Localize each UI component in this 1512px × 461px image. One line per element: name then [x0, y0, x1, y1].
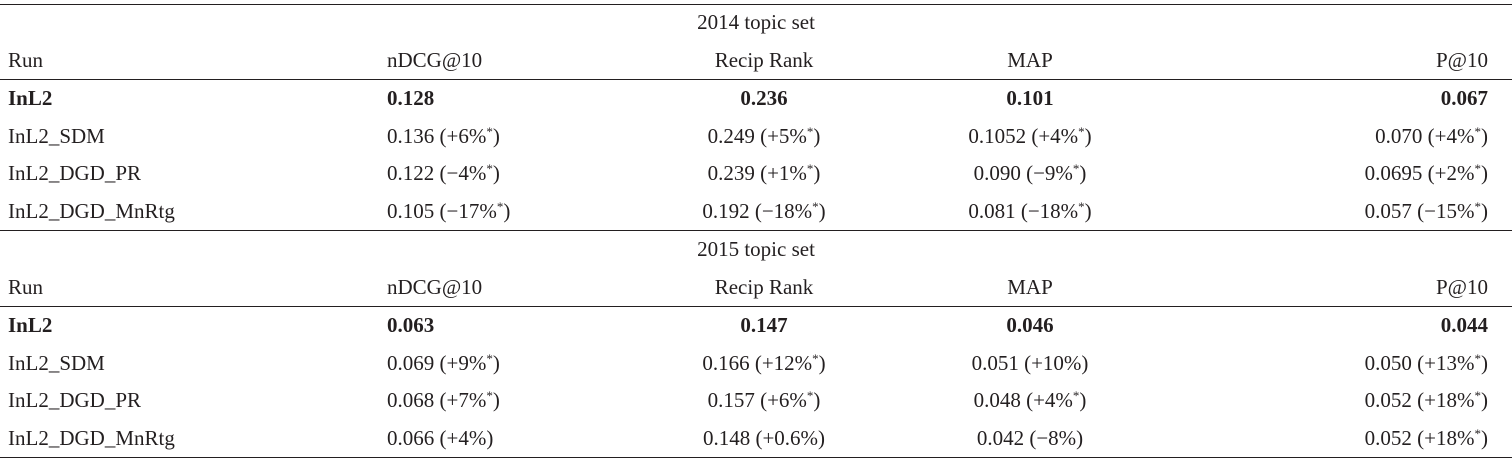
topic-set-title: 2015 topic set: [0, 231, 1512, 269]
cell-map: [880, 193, 1180, 231]
cell-ndcg10: 0.128: [387, 86, 435, 111]
cell-ndcg10: [240, 118, 648, 156]
table-row: [0, 345, 1512, 383]
significance-marker: *: [806, 123, 814, 139]
significance-marker: *: [812, 198, 819, 214]
cell-map: [880, 345, 1180, 383]
cell-close-paren: ): [492, 161, 500, 186]
significance-marker: *: [1474, 161, 1482, 177]
significance-marker: *: [486, 161, 493, 177]
cell-close-paren: ): [492, 388, 500, 413]
cell-recip-rank: 0.236: [740, 86, 788, 111]
significance-marker: *: [1474, 350, 1482, 366]
cell-map: 0.046: [1006, 313, 1054, 338]
cell-close-paren: ): [1079, 388, 1087, 413]
cell-p10: [1180, 345, 1512, 383]
cell-ndcg10: [240, 382, 648, 420]
significance-marker: *: [1072, 161, 1080, 177]
cell-ndcg10: [240, 345, 648, 383]
run-name: InL2_DGD_MnRtg: [0, 420, 240, 458]
significance-marker: *: [486, 123, 493, 139]
table-row: [0, 193, 1512, 231]
cell-close-paren: ): [1481, 161, 1489, 186]
cell-ndcg10: [240, 193, 648, 231]
significance-marker: *: [806, 161, 814, 177]
cell-close-paren: ): [492, 123, 500, 148]
cell-close-paren: ): [818, 350, 826, 375]
cell-map: 0.101: [1006, 86, 1054, 111]
cell-value: 0.069 (+9%: [387, 350, 487, 375]
significance-marker: *: [806, 388, 814, 404]
cell-value: 0.068 (+7%: [387, 388, 487, 413]
topic-set-title-row: [0, 231, 1512, 269]
table-row: [0, 118, 1512, 156]
cell-close-paren: ): [1481, 123, 1489, 148]
cell-ndcg10: [240, 155, 648, 193]
cell-value: 0.090 (−9%: [973, 161, 1073, 186]
cell-close-paren: ): [813, 123, 821, 148]
cell-map: [880, 155, 1180, 193]
significance-marker: *: [1072, 388, 1080, 404]
significance-marker: *: [486, 350, 493, 366]
column-header-recip-rank: Recip Rank: [648, 42, 880, 80]
baseline-row: [0, 307, 1512, 345]
cell-value: 0.1052 (+4%: [968, 123, 1079, 148]
cell-value: 0.105 (−17%: [387, 198, 497, 223]
topic-set-title: 2014 topic set: [697, 10, 815, 35]
significance-marker: *: [1474, 388, 1482, 404]
cell-value: 0.192 (−18%: [702, 198, 813, 223]
column-header-run: Run: [0, 42, 240, 80]
cell-close-paren: ): [492, 350, 500, 375]
cell-value: 0.148 (+0.6%): [702, 425, 826, 450]
column-header-map: MAP: [880, 269, 1180, 307]
run-name: InL2: [8, 313, 53, 338]
cell-close-paren: ): [1079, 161, 1087, 186]
results-table-body: [0, 4, 1512, 458]
cell-ndcg10: [240, 420, 648, 458]
cell-close-paren: ): [503, 198, 511, 223]
cell-p10: 0.067: [1440, 86, 1489, 111]
significance-marker: *: [1474, 123, 1482, 139]
significance-marker: *: [1078, 123, 1085, 139]
cell-value: 0.051 (+10%): [971, 350, 1089, 375]
cell-value: 0.157 (+6%: [707, 388, 807, 413]
results-table: [0, 4, 1512, 458]
cell-recip-rank: [648, 382, 880, 420]
cell-value: 0.057 (−15%: [1364, 198, 1475, 223]
column-header-p10: P@10: [1180, 269, 1512, 307]
column-header-p10: P@10: [1180, 42, 1512, 80]
column-header-row: [0, 42, 1512, 80]
cell-value: 0.070 (+4%: [1375, 123, 1475, 148]
significance-marker: *: [1474, 425, 1482, 441]
cell-value: 0.052 (+18%: [1364, 388, 1475, 413]
cell-value: 0.052 (+18%: [1364, 425, 1475, 450]
cell-value: 0.166 (+12%: [702, 350, 813, 375]
cell-p10: [1180, 193, 1512, 231]
cell-value: 0.048 (+4%: [973, 388, 1073, 413]
cell-close-paren: ): [813, 388, 821, 413]
significance-marker: *: [486, 388, 493, 404]
run-name: InL2_SDM: [8, 350, 105, 375]
table-row: [0, 155, 1512, 193]
table-row: [0, 420, 1512, 458]
cell-close-paren: ): [813, 161, 821, 186]
cell-value: 0.042 (−8%): [976, 425, 1084, 450]
baseline-row: [0, 80, 1512, 118]
column-header-ndcg10: nDCG@10: [240, 269, 648, 307]
significance-marker: *: [812, 350, 819, 366]
cell-map: [880, 420, 1180, 458]
cell-value: 0.066 (+4%): [387, 425, 494, 450]
cell-recip-rank: [648, 193, 880, 231]
run-name: InL2_DGD_MnRtg: [8, 198, 175, 223]
cell-close-paren: ): [1481, 198, 1489, 223]
cell-p10: [1180, 118, 1512, 156]
cell-p10: 0.044: [1440, 313, 1489, 338]
cell-close-paren: ): [1481, 425, 1489, 450]
cell-p10: [1180, 155, 1512, 193]
run-name: InL2_SDM: [8, 123, 105, 148]
column-header-map: MAP: [880, 42, 1180, 80]
cell-close-paren: ): [818, 198, 826, 223]
table-row: [0, 382, 1512, 420]
cell-value: 0.249 (+5%: [707, 123, 807, 148]
cell-close-paren: ): [1084, 198, 1092, 223]
cell-value: 0.0695 (+2%: [1364, 161, 1475, 186]
cell-recip-rank: 0.147: [740, 313, 788, 338]
topic-set-title-row: [0, 4, 1512, 42]
cell-map: [880, 118, 1180, 156]
cell-recip-rank: [648, 420, 880, 458]
cell-close-paren: ): [1084, 123, 1092, 148]
cell-ndcg10: 0.063: [387, 313, 435, 338]
cell-recip-rank: [648, 118, 880, 156]
cell-value: 0.136 (+6%: [387, 123, 487, 148]
run-name: InL2_DGD_PR: [8, 161, 142, 186]
cell-value: 0.081 (−18%: [968, 198, 1079, 223]
column-header-recip-rank: Recip Rank: [648, 269, 880, 307]
cell-recip-rank: [648, 345, 880, 383]
run-name: InL2: [8, 86, 53, 111]
run-name: InL2_DGD_PR: [8, 388, 142, 413]
cell-value: 0.239 (+1%: [707, 161, 807, 186]
cell-close-paren: ): [1481, 350, 1489, 375]
significance-marker: *: [1078, 198, 1085, 214]
column-header-ndcg10: nDCG@10: [240, 42, 648, 80]
cell-map: [880, 382, 1180, 420]
column-header-run: Run: [0, 269, 240, 307]
cell-value: 0.122 (−4%: [387, 161, 487, 186]
cell-value: 0.050 (+13%: [1364, 350, 1475, 375]
cell-p10: [1180, 382, 1512, 420]
significance-marker: *: [1474, 198, 1482, 214]
column-header-row: [0, 269, 1512, 307]
cell-close-paren: ): [1481, 388, 1489, 413]
cell-p10: [1180, 420, 1512, 458]
cell-recip-rank: [648, 155, 880, 193]
significance-marker: *: [496, 198, 504, 214]
